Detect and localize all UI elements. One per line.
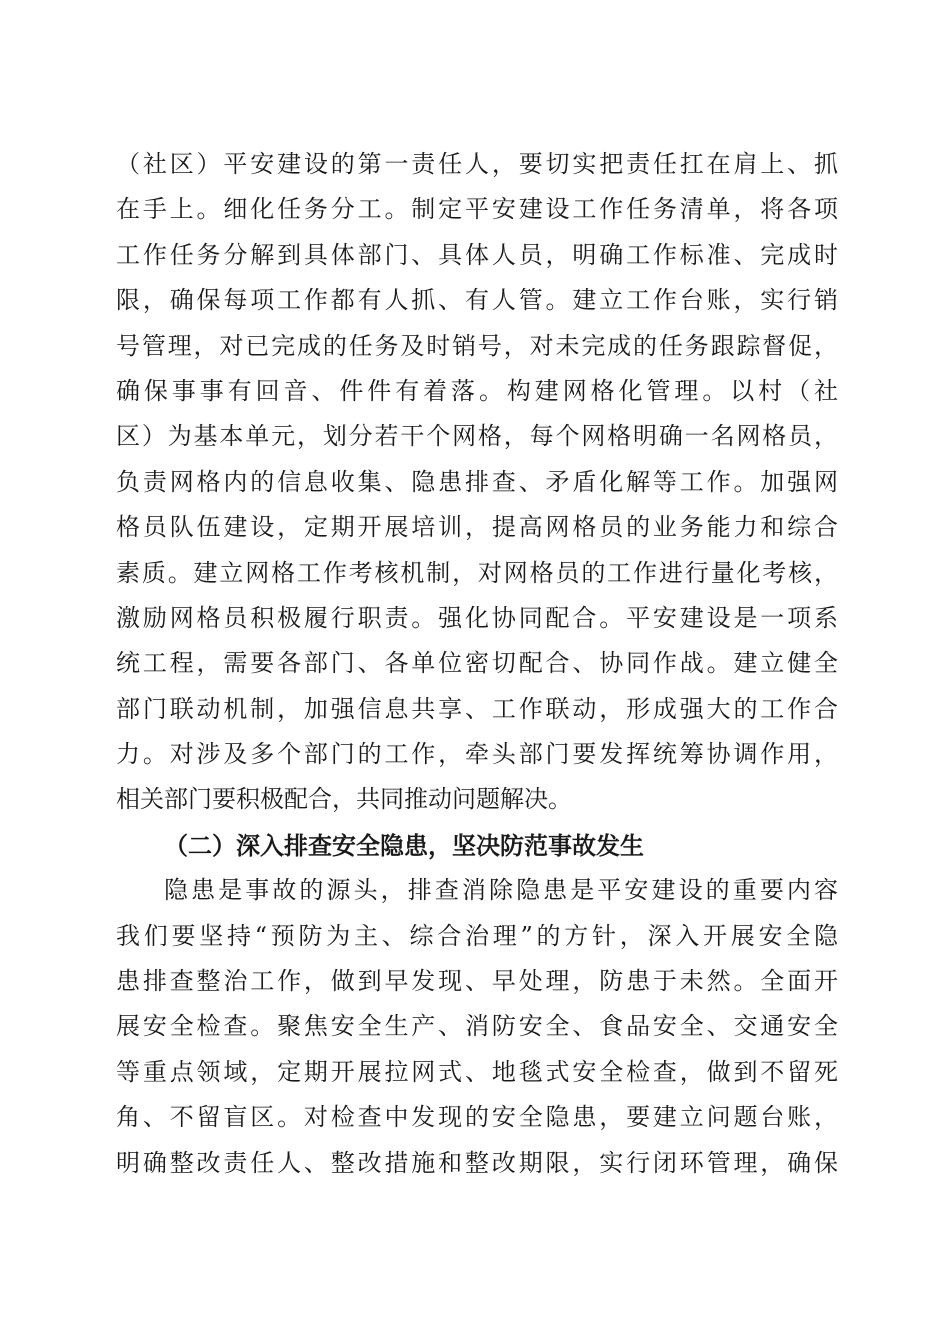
section-heading: （二）深入排查安全隐患，坚决防范事故发生 bbox=[164, 830, 644, 860]
text-line: （社区）平安建设的第一责任人，要切实把责任扛在肩上、抓 bbox=[116, 150, 838, 178]
text-line: 工作任务分解到具体部门、具体人员，明确工作标准、完成时 bbox=[116, 240, 838, 269]
text-line: 负责网格内的信息收集、隐患排查、矛盾化解等工作。加强网 bbox=[116, 467, 838, 496]
text-line: 在手上。细化任务分工。制定平安建设工作任务清单，将各项 bbox=[116, 195, 838, 224]
text-line: 角、不留盲区。对检查中发现的安全隐患，要建立问题台账， bbox=[116, 1103, 838, 1132]
text-line: 相关部门要积极配合，共同推动问题解决。 bbox=[116, 785, 572, 814]
text-line: 素质。建立网格工作考核机制，对网格员的工作进行量化考核， bbox=[116, 558, 838, 587]
document-body bbox=[116, 142, 838, 1186]
text-line: 确保事事有回音、件件有着落。构建网格化管理。以村（社 bbox=[116, 376, 838, 405]
text-line: 力。对涉及多个部门的工作，牵头部门要发挥统筹协调作用， bbox=[116, 740, 838, 769]
text-line: 等重点领域，定期开展拉网式、地毯式安全检查，做到不留死 bbox=[116, 1057, 838, 1086]
text-line: 部门联动机制，加强信息共享、工作联动，形成强大的工作合 bbox=[116, 694, 838, 723]
text-line: 展安全检查。聚焦安全生产、消防安全、食品安全、交通安全 bbox=[116, 1012, 838, 1041]
text-line: 激励网格员积极履行职责。强化协同配合。平安建设是一项系 bbox=[116, 603, 838, 632]
text-line: 明确整改责任人、整改措施和整改期限，实行闭环管理，确保 bbox=[116, 1148, 838, 1177]
text-line: 号管理，对已完成的任务及时销号，对未完成的任务跟踪督促， bbox=[116, 331, 838, 360]
text-line: 区）为基本单元，划分若干个网格，每个网格明确一名网格员， bbox=[116, 422, 838, 451]
text-line: 格员队伍建设，定期开展培训，提高网格员的业务能力和综合 bbox=[116, 513, 838, 542]
text-line: 患排查整治工作，做到早发现、早处理，防患于未然。全面开 bbox=[116, 967, 838, 996]
text-line: 我们要坚持“预防为主、综合治理”的方针，深入开展安全隐 bbox=[116, 921, 838, 950]
text-line: 限，确保每项工作都有人抓、有人管。建立工作台账，实行销 bbox=[116, 286, 838, 315]
text-line: 隐患是事故的源头，排查消除隐患是平安建设的重要内容 bbox=[164, 876, 838, 905]
text-line: 统工程，需要各部门、各单位密切配合、协同作战。建立健全 bbox=[116, 649, 838, 678]
